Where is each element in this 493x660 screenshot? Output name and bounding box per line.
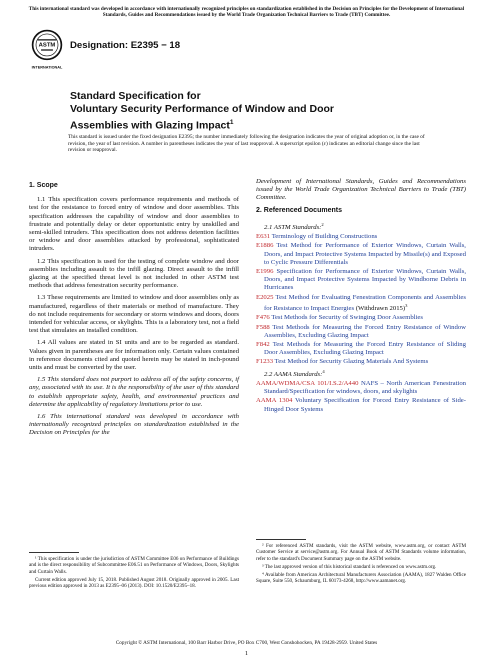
left-column — [29, 178, 239, 442]
reference-title-link[interactable]: Test Method for Security Glazing Materials And Systems — [274, 358, 429, 366]
svg-text:ASTM: ASTM — [38, 42, 56, 49]
astm-standards-label: 2.1 ASTM Standards:$^2$ — [264, 221, 324, 232]
right-column — [256, 178, 466, 415]
reference-suffix: (Withdrawn 2015) — [354, 305, 406, 313]
reference-title-link[interactable]: Terminology of Building Constructions — [271, 233, 378, 241]
scope-paragraph-international: 1.6 This international standard was developed in accordance with internationally recognized principles on standardization established in the Decision on Principles for the — [29, 413, 239, 437]
references-heading: 2. Referenced Documents — [256, 206, 342, 214]
footnote: Current edition approved July 15, 2018. Published August 2018. Originally approved in 2005. Last previous edition approved in 2013 as E2395–06 (2013). DOI: 10.1520/E2395–18. — [29, 576, 239, 590]
reference-code-link[interactable]: F1233 — [256, 358, 274, 366]
reference-title-link[interactable]: Specification for Performance of Exterior Windows, Curtain Walls, Doors, and Impact Protective Systems Impacted by Windborne Debris in Hurricanes — [264, 268, 467, 292]
reference-item — [256, 380, 466, 396]
scope-paragraph: 1.4 All values are stated in SI units and are to be regarded as standard. Values given in parentheses are for information only. Certain values contained in reference documents cited and quoted herein may be stated in inch-pound units and must be converted by the user. — [29, 339, 239, 372]
reference-title-link[interactable]: Voluntary Specification for Forced Entry Resistance of Side-Hinged Door Systems — [264, 397, 466, 413]
scope-paragraph: 1.2 This specification is used for the testing of complete window and door assemblies including assault to the infill glazing. Direct assault to the infill glazing at the specified threat level is not included in other ASTM test methods that address fenestration security performance. — [29, 257, 239, 290]
reference-code-link[interactable]: AAMA 1304 — [256, 397, 293, 405]
reference-item — [256, 397, 466, 413]
svg-text:INTERNATIONAL: INTERNATIONAL — [31, 65, 63, 70]
footnote: ⁴ Available from American Architectural Manufacturers Association (AAMA), 1827 Walden Office Square, Suite 550, Schaumburg, IL 60173-4268, http://www.aamanet.org. — [256, 572, 466, 585]
reference-title-link[interactable]: Test Method for Performance of Exterior Windows, Curtain Walls, Doors, and Impact Protective Systems Impacted by Missile(s) and Exposed to Cyclic Pressure Differentials — [264, 242, 466, 266]
reference-code-link[interactable]: E2025 — [256, 293, 274, 301]
reference-title-link[interactable]: Test Methods for Security of Swinging Door Assemblies — [271, 314, 423, 322]
copyright-footer: Copyright © ASTM International, 100 Barr Harbor Drive, PO Box C700, West Conshohocken, PA 19428-2959. United States — [115, 640, 378, 646]
footnote: ¹ This specification is under the jurisdiction of ASTM Committee E06 on Performance of Buildings and is the direct responsibility of Subcommittee E06.51 on Performance of Windows, Doors, Skylights and Curtain Walls. — [29, 556, 239, 575]
document-title — [70, 90, 430, 133]
reference-item — [256, 233, 466, 241]
reference-code-link[interactable]: E1886 — [256, 242, 274, 250]
reference-code-link[interactable]: F842 — [256, 340, 270, 348]
reference-code-link[interactable]: E631 — [256, 233, 271, 241]
scope-paragraph: 1.3 These requirements are limited to window and door assemblies only as manufactured, regardless of their materials or method of manufacture. They do not include requirements for secondary or storm windows and doors, doors intended for vehicular access, or skylights. This is a laboratory test, not a field test that simulates an installed condition. — [29, 294, 239, 335]
reference-item — [256, 242, 466, 267]
footnote: ² For referenced ASTM standards, visit the ASTM website, www.astm.org, or contact ASTM Customer Service at service@astm.org. For Annual Book of ASTM Standards volume information, refer to the standard's Document Summary page on the ASTM website. — [256, 543, 466, 562]
reference-code-link[interactable]: E1996 — [256, 268, 274, 276]
footnotes-right — [256, 543, 466, 587]
reference-item — [256, 341, 466, 357]
reference-item — [256, 294, 466, 314]
aama-standards-label: 2.2 AAMA Standards:$^4$ — [264, 368, 325, 378]
scope-paragraph-safety: 1.5 This standard does not purport to address all of the safety concerns, if any, associated with its use. It is the responsibility of the user of this standard to establish appropriate safety, health, and environmental practices and determine the applicability of regulatory limitations prior to use. — [29, 376, 239, 408]
footnote-divider — [256, 539, 306, 540]
reference-code-link[interactable]: AAMA/WDMA/CSA 101/I.S.2/A440 — [256, 379, 359, 387]
reference-title-link[interactable]: NAFS – North American Fenestration Standard/Specification for windows, doors, and skylights — [264, 379, 467, 396]
title-line-3: Assemblies with Glazing Impact$^1$ — [70, 119, 234, 132]
footnote-divider — [29, 552, 79, 553]
astm-standards-list — [256, 233, 466, 366]
reference-title-link[interactable]: Test Method for Evaluating Fenestration Components and Assemblies for Resistance to Impact Energies — [264, 293, 466, 313]
reference-title-link[interactable]: Test Methods for Measuring the Forced Entry Resistance of Sliding Door Assemblies, Excluding Glazing Impact — [264, 340, 466, 357]
page-number: 1 — [244, 650, 249, 657]
title-line-1: Standard Specification for — [70, 90, 201, 102]
standard-issuance-note: This standard is issued under the fixed designation E2395; the number immediately following the designation indicates the year of original adoption or, in the case of revision, the year of last revision. A number in parentheses indicates the year of last reapproval. A superscript epsilon (ε) indicates an editorial change since the last revision or reapproval. — [68, 134, 425, 154]
reference-code-link[interactable]: F476 — [256, 314, 270, 322]
header-notice: This international standard was developed in accordance with internationally recognized principles on standardization established in the Decision on Principles for the Development of International Standards, Guides and Recommendations issued by the World Trade Organization Technical Barriers to Trade (TBT) Committee. — [28, 6, 465, 19]
reference-footnote-marker: 3 — [405, 302, 408, 308]
reference-title-link[interactable]: Test Methods for Measuring the Forced Entry Resistance of Window Assemblies, Excluding Glazing Impact — [264, 323, 466, 339]
scope-heading: 1. Scope — [29, 182, 58, 189]
title-footnote-marker: 1 — [229, 119, 234, 126]
reference-item — [256, 358, 466, 366]
reference-item — [256, 324, 466, 340]
reference-item — [256, 268, 466, 293]
scope-paragraph: 1.1 This specification covers performance requirements and methods of test for the resistance to forced entry of window and door assemblies. This specification addresses the capability of window and door assemblies to frustrate and potentially delay or deter opportunistic entry by unskilled and semi-skilled intruders. This specification does not address detention facilities or window and door assemblies attacked by professional, sophisticated intruders. — [29, 196, 239, 253]
designation: Designation: E2395 − 18 — [70, 40, 181, 51]
footnote: ³ The last approved version of this historical standard is referenced on www.astm.org. — [262, 563, 437, 570]
astm-logo-icon — [30, 28, 64, 72]
reference-code-link[interactable]: F588 — [256, 323, 270, 331]
scope-paragraph-continued: Development of International Standards, Guides and Recommendations issued by the World Trade Organization Technical Barriers to Trade (TBT) Committee. — [256, 178, 466, 202]
aama-standards-list — [256, 380, 466, 414]
title-line-2: Voluntary Security Performance of Window and Door — [70, 103, 334, 115]
reference-item — [256, 314, 466, 322]
footnotes-left — [29, 556, 239, 591]
